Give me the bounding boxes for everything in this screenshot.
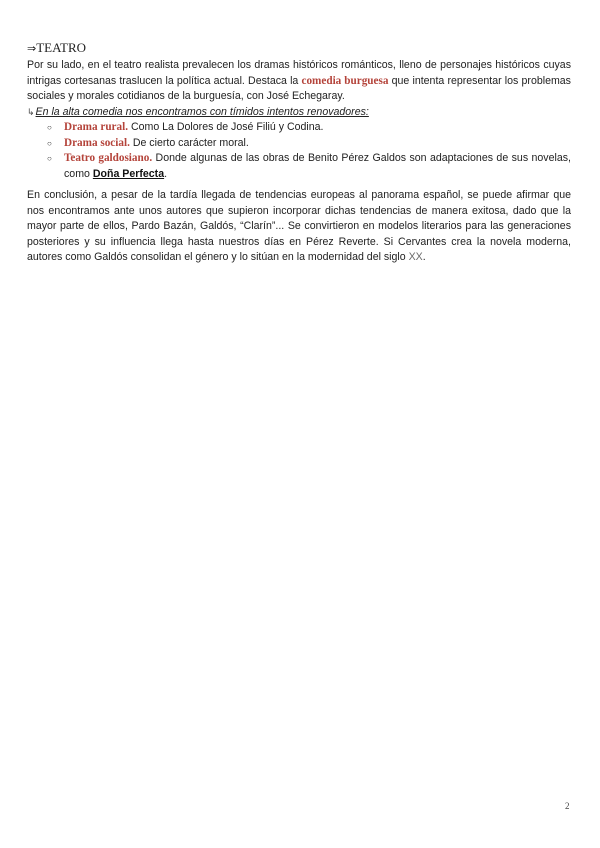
conclusion-end: . [422, 251, 426, 263]
conclusion-paragraph [27, 188, 571, 266]
list-item [41, 120, 571, 136]
sub-intro-line [27, 105, 571, 121]
double-arrow-icon: ⇒ [27, 42, 37, 55]
page-number: 2 [565, 801, 570, 811]
item-text-end: . [164, 167, 168, 180]
section-title: TEATRO [36, 40, 87, 55]
circle-bullet-icon: ○ [47, 154, 52, 163]
item-text: Como La Dolores de José Filiú y Codina. [128, 121, 324, 133]
sub-intro-text: En la alta comedia nos encontramos con tímidos intentos renovadores: [35, 105, 369, 118]
work-title: Doña Perfecta [92, 167, 165, 180]
intro-text-after: que intenta representar los problemas sociales y morales cotidianos de la burguesía, con José Echegaray. [27, 74, 571, 102]
section-heading [27, 40, 571, 57]
conclusion-text: En conclusión, a pesar de la tardía llegada de tendencias europeas al panorama español, se puede afirmar que nos encontramos ante unos autores que supieron incorporar dichas tendencias de manera exitosa, dado que la mayor parte de ellos, Pardo Bazán, Galdós, “Clarín”... Se convirtieron en modelos literarios para las generaciones posteriores y su influencia llega hasta nuestros días en Pérez Reverte. Si Cervantes crea la novela moderna, autores como Galdós consolidan el género y lo sitúan en la modernidad del siglo [27, 189, 571, 263]
intro-text-before: Por su lado, en el teatro realista prevalecen los dramas históricos románticos, lleno de personajes históricos cuyas intrigas cortesanas traslucen la política actual. Destaca la [27, 59, 571, 87]
return-arrow-icon: ↳ [27, 106, 35, 117]
circle-bullet-icon: ○ [47, 123, 52, 132]
list-item [41, 136, 571, 152]
item-text: De cierto carácter moral. [129, 136, 249, 149]
intro-highlight: comedia burguesa [301, 74, 389, 87]
intro-paragraph [27, 58, 571, 105]
item-label: Drama social. [64, 136, 130, 149]
circle-bullet-icon: ○ [47, 138, 52, 148]
list-item [41, 151, 571, 182]
document-page [27, 40, 571, 266]
item-label: Drama rural. [64, 121, 129, 133]
theatre-type-list [27, 120, 571, 182]
century-numeral: XX [408, 251, 423, 263]
item-text: Donde algunas de las obras de Benito Pérez Galdos son adaptaciones de sus novelas, como [64, 152, 571, 180]
item-label: Teatro galdosiano. [64, 152, 153, 164]
